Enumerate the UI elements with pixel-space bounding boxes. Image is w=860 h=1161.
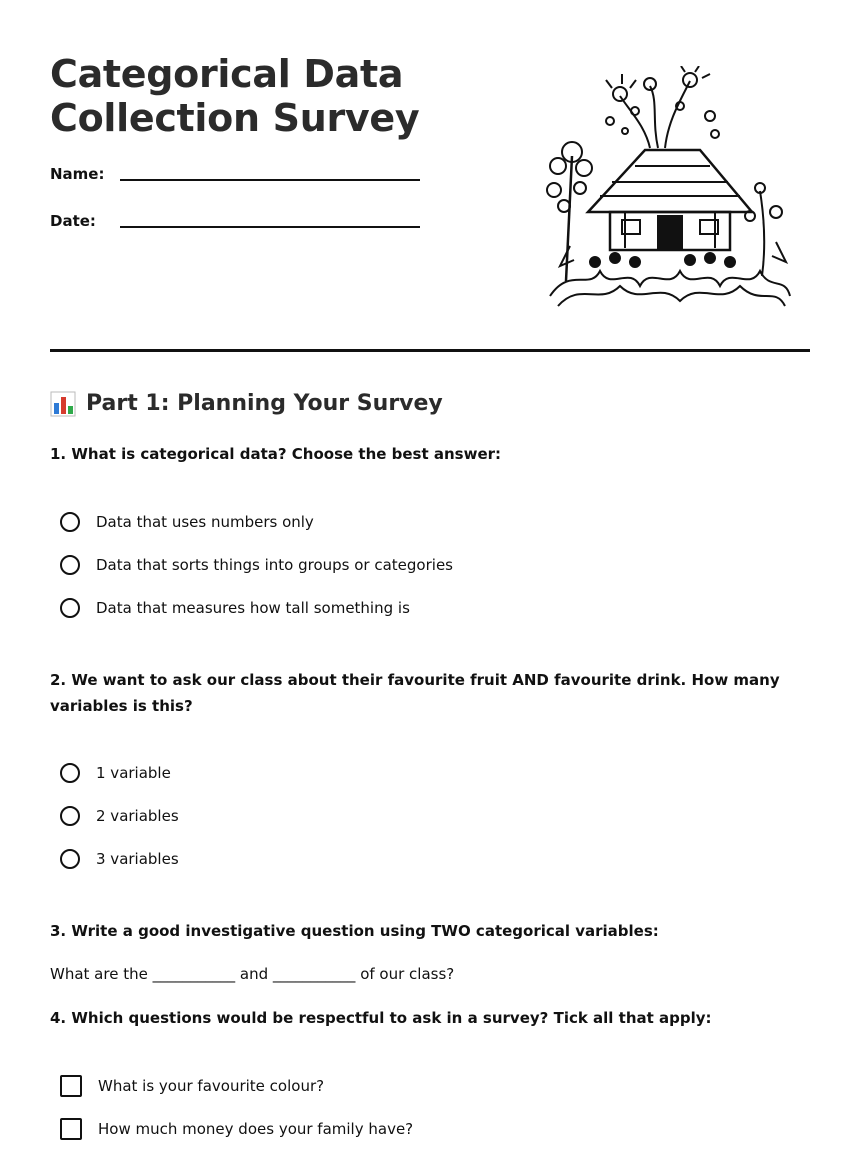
q4-option-2[interactable] — [60, 1116, 413, 1142]
option-label: Data that sorts things into groups or categories — [96, 556, 453, 574]
village-house-illustration — [540, 66, 796, 312]
option-label: Data that measures how tall something is — [96, 599, 410, 617]
title-line-1: Categorical Data — [50, 52, 404, 96]
question-2: 2. We want to ask our class about their favourite fruit AND favourite drink. How many variables is this? — [50, 671, 780, 715]
option-label: 3 variables — [96, 850, 179, 868]
radio-circle[interactable] — [60, 598, 80, 618]
date-input-line[interactable] — [120, 226, 420, 228]
blank-1[interactable]: ___________ — [152, 965, 236, 983]
radio-circle[interactable] — [60, 763, 80, 783]
q1-option-2[interactable] — [60, 552, 453, 578]
q3-fill-in-sentence — [50, 962, 454, 986]
name-field — [50, 165, 420, 189]
q1-option-3[interactable] — [60, 595, 410, 621]
option-label: What is your favourite colour? — [98, 1077, 325, 1095]
checkbox[interactable] — [60, 1075, 82, 1097]
date-label: Date: — [50, 212, 96, 230]
fill-and: and — [239, 965, 269, 983]
date-field — [50, 212, 420, 236]
header-divider — [50, 349, 810, 352]
radio-circle[interactable] — [60, 849, 80, 869]
blank-2[interactable]: ___________ — [272, 965, 356, 983]
q2-option-1[interactable] — [60, 760, 171, 786]
question-3: 3. Write a good investigative question using TWO categorical variables: — [50, 922, 659, 940]
q1-option-1[interactable] — [60, 509, 314, 535]
question-1: 1. What is categorical data? Choose the best answer: — [50, 445, 502, 463]
name-input-line[interactable] — [120, 179, 420, 181]
page-title — [50, 52, 419, 140]
radio-circle[interactable] — [60, 512, 80, 532]
part1-heading — [50, 389, 443, 419]
worksheet-page — [50, 0, 810, 1161]
fill-prefix: What are the — [50, 965, 148, 983]
radio-circle[interactable] — [60, 555, 80, 575]
option-label: 1 variable — [96, 764, 171, 782]
name-label: Name: — [50, 165, 105, 183]
title-line-2: Collection Survey — [50, 96, 420, 140]
option-label: How much money does your family have? — [98, 1120, 414, 1138]
option-label: 2 variables — [96, 807, 179, 825]
question-4: 4. Which questions would be respectful to ask in a survey? Tick all that apply: — [50, 1009, 712, 1027]
radio-circle[interactable] — [60, 806, 80, 826]
q2-option-2[interactable] — [60, 803, 179, 829]
part1-heading-text: Part 1: Planning Your Survey — [86, 391, 443, 416]
fill-suffix: of our class? — [360, 965, 455, 983]
bar-chart-icon — [50, 391, 76, 417]
q2-option-3[interactable] — [60, 846, 179, 872]
checkbox[interactable] — [60, 1118, 82, 1140]
option-label: Data that uses numbers only — [96, 513, 314, 531]
q4-option-1[interactable] — [60, 1073, 324, 1099]
